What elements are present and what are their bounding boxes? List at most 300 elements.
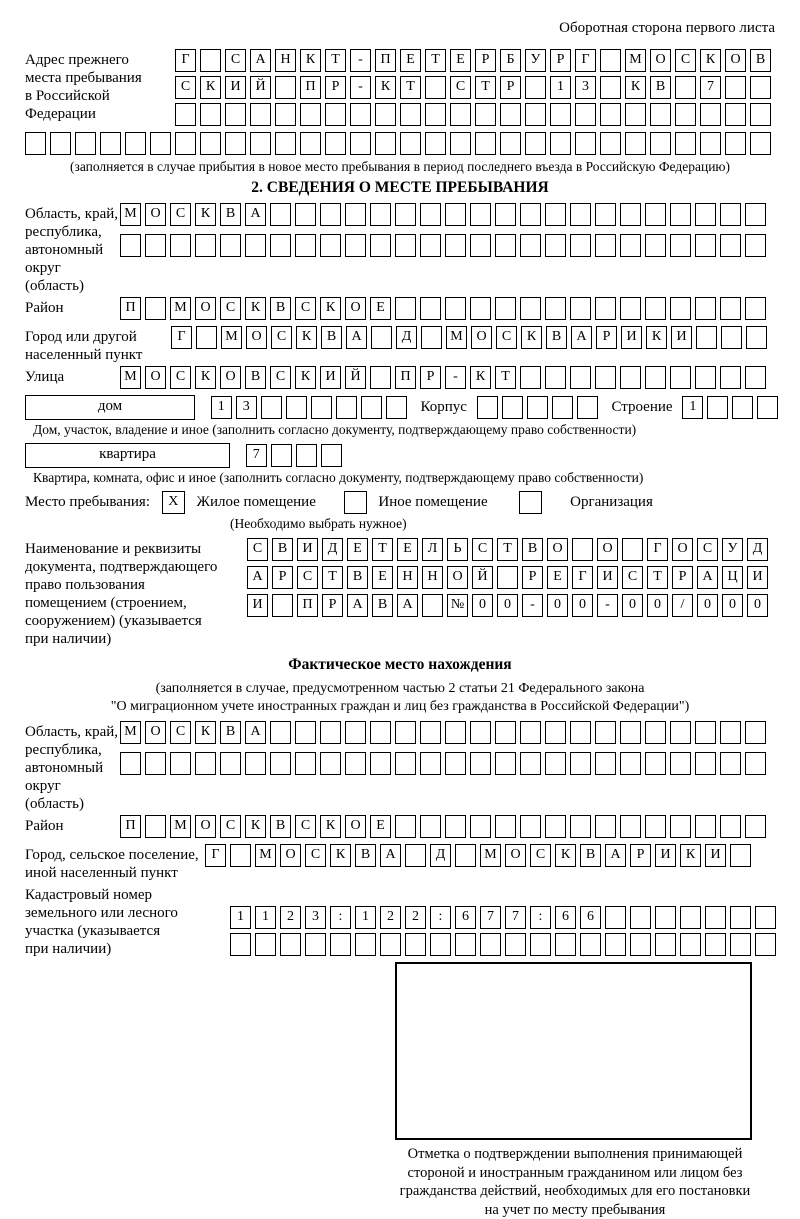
char-cell[interactable]: О bbox=[447, 566, 468, 589]
char-cell[interactable] bbox=[175, 103, 196, 126]
char-cell[interactable] bbox=[250, 103, 271, 126]
char-cell[interactable]: В bbox=[580, 844, 601, 867]
char-cell[interactable]: О bbox=[597, 538, 618, 561]
char-cell[interactable] bbox=[520, 234, 541, 257]
char-cell[interactable]: М bbox=[625, 49, 646, 72]
char-cell[interactable] bbox=[530, 933, 551, 956]
char-cell[interactable] bbox=[545, 234, 566, 257]
char-cell[interactable] bbox=[495, 203, 516, 226]
char-cell[interactable] bbox=[720, 721, 741, 744]
char-cell[interactable] bbox=[350, 103, 371, 126]
char-cell[interactable] bbox=[570, 297, 591, 320]
char-cell[interactable]: С bbox=[170, 721, 191, 744]
char-cell[interactable]: В bbox=[546, 326, 567, 349]
char-cell[interactable] bbox=[755, 906, 776, 929]
char-cell[interactable]: М bbox=[170, 815, 191, 838]
char-cell[interactable] bbox=[600, 49, 621, 72]
char-cell[interactable] bbox=[245, 752, 266, 775]
char-cell[interactable] bbox=[386, 396, 407, 419]
char-cell[interactable]: К bbox=[646, 326, 667, 349]
char-cell[interactable] bbox=[295, 234, 316, 257]
char-cell[interactable] bbox=[225, 132, 246, 155]
char-cell[interactable] bbox=[575, 132, 596, 155]
char-cell[interactable]: Г bbox=[575, 49, 596, 72]
char-cell[interactable] bbox=[580, 933, 601, 956]
char-cell[interactable]: 0 bbox=[697, 594, 718, 617]
char-cell[interactable] bbox=[280, 933, 301, 956]
char-cell[interactable] bbox=[345, 234, 366, 257]
char-cell[interactable] bbox=[745, 815, 766, 838]
char-cell[interactable] bbox=[670, 234, 691, 257]
char-cell[interactable]: Т bbox=[325, 49, 346, 72]
char-cell[interactable]: Д bbox=[747, 538, 768, 561]
char-cell[interactable] bbox=[475, 103, 496, 126]
char-cell[interactable] bbox=[605, 933, 626, 956]
char-cell[interactable]: 6 bbox=[580, 906, 601, 929]
char-cell[interactable] bbox=[750, 132, 771, 155]
char-cell[interactable]: К bbox=[330, 844, 351, 867]
char-cell[interactable]: - bbox=[445, 366, 466, 389]
char-cell[interactable] bbox=[645, 203, 666, 226]
char-cell[interactable]: К bbox=[295, 366, 316, 389]
char-cell[interactable] bbox=[670, 721, 691, 744]
char-cell[interactable] bbox=[552, 396, 573, 419]
char-cell[interactable] bbox=[755, 933, 776, 956]
char-cell[interactable]: П bbox=[375, 49, 396, 72]
char-cell[interactable] bbox=[595, 297, 616, 320]
char-cell[interactable] bbox=[395, 721, 416, 744]
char-cell[interactable]: Е bbox=[400, 49, 421, 72]
char-cell[interactable] bbox=[750, 103, 771, 126]
char-cell[interactable]: С bbox=[271, 326, 292, 349]
char-cell[interactable] bbox=[670, 815, 691, 838]
char-cell[interactable]: Е bbox=[370, 297, 391, 320]
char-cell[interactable] bbox=[670, 752, 691, 775]
char-cell[interactable] bbox=[695, 815, 716, 838]
char-cell[interactable]: 0 bbox=[472, 594, 493, 617]
char-cell[interactable] bbox=[570, 366, 591, 389]
char-cell[interactable] bbox=[170, 752, 191, 775]
char-cell[interactable]: В bbox=[272, 538, 293, 561]
char-cell[interactable]: 7 bbox=[480, 906, 501, 929]
char-cell[interactable] bbox=[622, 538, 643, 561]
char-cell[interactable] bbox=[545, 721, 566, 744]
char-cell[interactable]: С bbox=[622, 566, 643, 589]
char-cell[interactable] bbox=[707, 396, 728, 419]
char-cell[interactable] bbox=[620, 815, 641, 838]
char-cell[interactable] bbox=[395, 234, 416, 257]
char-cell[interactable] bbox=[700, 103, 721, 126]
char-cell[interactable] bbox=[311, 396, 332, 419]
char-cell[interactable] bbox=[395, 815, 416, 838]
char-cell[interactable] bbox=[150, 132, 171, 155]
char-cell[interactable] bbox=[595, 203, 616, 226]
char-cell[interactable]: А bbox=[571, 326, 592, 349]
char-cell[interactable]: С bbox=[220, 815, 241, 838]
char-cell[interactable] bbox=[445, 297, 466, 320]
char-cell[interactable]: Р bbox=[475, 49, 496, 72]
char-cell[interactable] bbox=[225, 103, 246, 126]
char-cell[interactable] bbox=[645, 752, 666, 775]
char-cell[interactable] bbox=[100, 132, 121, 155]
char-cell[interactable]: С bbox=[675, 49, 696, 72]
char-cell[interactable]: В bbox=[347, 566, 368, 589]
char-cell[interactable]: Т bbox=[495, 366, 516, 389]
char-cell[interactable]: И bbox=[225, 76, 246, 99]
char-cell[interactable] bbox=[370, 721, 391, 744]
char-cell[interactable] bbox=[705, 933, 726, 956]
char-cell[interactable] bbox=[220, 752, 241, 775]
char-cell[interactable]: А bbox=[347, 594, 368, 617]
char-cell[interactable]: 1 bbox=[230, 906, 251, 929]
char-cell[interactable] bbox=[175, 132, 196, 155]
char-cell[interactable] bbox=[720, 234, 741, 257]
char-cell[interactable] bbox=[650, 132, 671, 155]
char-cell[interactable] bbox=[296, 444, 317, 467]
char-cell[interactable]: Г bbox=[205, 844, 226, 867]
char-cell[interactable]: К bbox=[521, 326, 542, 349]
char-cell[interactable]: Ц bbox=[722, 566, 743, 589]
char-cell[interactable] bbox=[545, 203, 566, 226]
char-cell[interactable] bbox=[600, 103, 621, 126]
char-cell[interactable] bbox=[445, 752, 466, 775]
char-cell[interactable] bbox=[695, 234, 716, 257]
char-cell[interactable] bbox=[270, 203, 291, 226]
char-cell[interactable]: 1 bbox=[355, 906, 376, 929]
char-cell[interactable] bbox=[620, 297, 641, 320]
char-cell[interactable] bbox=[220, 234, 241, 257]
char-cell[interactable] bbox=[500, 132, 521, 155]
char-cell[interactable] bbox=[395, 203, 416, 226]
char-cell[interactable]: П bbox=[120, 815, 141, 838]
char-cell[interactable] bbox=[645, 815, 666, 838]
char-cell[interactable] bbox=[375, 103, 396, 126]
char-cell[interactable] bbox=[120, 752, 141, 775]
char-cell[interactable] bbox=[325, 132, 346, 155]
char-cell[interactable]: Й bbox=[250, 76, 271, 99]
char-cell[interactable] bbox=[320, 234, 341, 257]
char-cell[interactable]: В bbox=[220, 203, 241, 226]
char-cell[interactable] bbox=[245, 234, 266, 257]
char-cell[interactable] bbox=[595, 721, 616, 744]
char-cell[interactable]: / bbox=[672, 594, 693, 617]
char-cell[interactable] bbox=[545, 752, 566, 775]
char-cell[interactable] bbox=[170, 234, 191, 257]
char-cell[interactable]: В bbox=[522, 538, 543, 561]
char-cell[interactable]: С bbox=[295, 297, 316, 320]
char-cell[interactable] bbox=[757, 396, 778, 419]
char-cell[interactable]: М bbox=[120, 721, 141, 744]
char-cell[interactable]: К bbox=[195, 721, 216, 744]
char-cell[interactable] bbox=[570, 203, 591, 226]
char-cell[interactable] bbox=[505, 933, 526, 956]
char-cell[interactable] bbox=[321, 444, 342, 467]
char-cell[interactable] bbox=[275, 103, 296, 126]
char-cell[interactable] bbox=[620, 752, 641, 775]
char-cell[interactable] bbox=[720, 752, 741, 775]
char-cell[interactable] bbox=[145, 234, 166, 257]
char-cell[interactable] bbox=[570, 721, 591, 744]
char-cell[interactable]: 3 bbox=[305, 906, 326, 929]
char-cell[interactable] bbox=[595, 815, 616, 838]
char-cell[interactable]: Н bbox=[397, 566, 418, 589]
char-cell[interactable] bbox=[470, 234, 491, 257]
char-cell[interactable]: О bbox=[345, 815, 366, 838]
char-cell[interactable]: К bbox=[625, 76, 646, 99]
char-cell[interactable]: С bbox=[170, 203, 191, 226]
char-cell[interactable]: К bbox=[245, 815, 266, 838]
char-cell[interactable] bbox=[500, 103, 521, 126]
char-cell[interactable]: К bbox=[195, 366, 216, 389]
char-cell[interactable] bbox=[730, 906, 751, 929]
char-cell[interactable]: И bbox=[320, 366, 341, 389]
char-cell[interactable] bbox=[270, 721, 291, 744]
char-cell[interactable]: В bbox=[270, 297, 291, 320]
char-cell[interactable] bbox=[195, 234, 216, 257]
char-cell[interactable] bbox=[520, 203, 541, 226]
char-cell[interactable]: Д bbox=[322, 538, 343, 561]
char-cell[interactable] bbox=[527, 396, 548, 419]
char-cell[interactable]: О bbox=[650, 49, 671, 72]
char-cell[interactable] bbox=[272, 594, 293, 617]
char-cell[interactable]: О bbox=[672, 538, 693, 561]
char-cell[interactable]: О bbox=[220, 366, 241, 389]
char-cell[interactable]: С bbox=[450, 76, 471, 99]
char-cell[interactable] bbox=[675, 103, 696, 126]
char-cell[interactable] bbox=[477, 396, 498, 419]
char-cell[interactable]: 7 bbox=[246, 444, 267, 467]
char-cell[interactable]: А bbox=[697, 566, 718, 589]
char-cell[interactable]: Б bbox=[500, 49, 521, 72]
char-cell[interactable] bbox=[470, 297, 491, 320]
char-cell[interactable] bbox=[525, 132, 546, 155]
char-cell[interactable]: И bbox=[247, 594, 268, 617]
char-cell[interactable] bbox=[425, 103, 446, 126]
char-cell[interactable] bbox=[575, 103, 596, 126]
char-cell[interactable] bbox=[720, 815, 741, 838]
char-cell[interactable] bbox=[545, 297, 566, 320]
char-cell[interactable] bbox=[120, 234, 141, 257]
char-cell[interactable]: О bbox=[725, 49, 746, 72]
char-cell[interactable]: : bbox=[530, 906, 551, 929]
char-cell[interactable] bbox=[200, 103, 221, 126]
char-cell[interactable] bbox=[695, 366, 716, 389]
char-cell[interactable] bbox=[732, 396, 753, 419]
char-cell[interactable] bbox=[420, 752, 441, 775]
char-cell[interactable] bbox=[255, 933, 276, 956]
char-cell[interactable] bbox=[445, 234, 466, 257]
char-cell[interactable]: И bbox=[671, 326, 692, 349]
char-cell[interactable]: С bbox=[697, 538, 718, 561]
char-cell[interactable] bbox=[295, 721, 316, 744]
char-cell[interactable]: В bbox=[650, 76, 671, 99]
char-cell[interactable] bbox=[645, 721, 666, 744]
char-cell[interactable]: 0 bbox=[747, 594, 768, 617]
char-cell[interactable] bbox=[422, 594, 443, 617]
char-cell[interactable]: К bbox=[700, 49, 721, 72]
char-cell[interactable] bbox=[421, 326, 442, 349]
char-cell[interactable]: И bbox=[597, 566, 618, 589]
char-cell[interactable]: - bbox=[522, 594, 543, 617]
char-cell[interactable] bbox=[305, 933, 326, 956]
char-cell[interactable] bbox=[670, 297, 691, 320]
char-cell[interactable]: Д bbox=[430, 844, 451, 867]
char-cell[interactable]: И bbox=[297, 538, 318, 561]
char-cell[interactable] bbox=[200, 132, 221, 155]
char-cell[interactable]: И bbox=[621, 326, 642, 349]
char-cell[interactable] bbox=[725, 76, 746, 99]
char-cell[interactable]: С bbox=[305, 844, 326, 867]
char-cell[interactable]: В bbox=[355, 844, 376, 867]
char-cell[interactable]: Р bbox=[630, 844, 651, 867]
char-cell[interactable]: О bbox=[246, 326, 267, 349]
char-cell[interactable]: А bbox=[397, 594, 418, 617]
char-cell[interactable]: А bbox=[247, 566, 268, 589]
char-cell[interactable] bbox=[25, 132, 46, 155]
inoe-checkbox[interactable] bbox=[344, 491, 367, 514]
char-cell[interactable] bbox=[370, 366, 391, 389]
char-cell[interactable] bbox=[420, 297, 441, 320]
char-cell[interactable] bbox=[497, 566, 518, 589]
char-cell[interactable]: А bbox=[605, 844, 626, 867]
char-cell[interactable]: О bbox=[145, 366, 166, 389]
char-cell[interactable]: А bbox=[346, 326, 367, 349]
char-cell[interactable] bbox=[605, 906, 626, 929]
dom-type-box[interactable]: дом bbox=[25, 395, 195, 420]
char-cell[interactable] bbox=[502, 396, 523, 419]
char-cell[interactable]: О bbox=[145, 721, 166, 744]
char-cell[interactable]: Й bbox=[472, 566, 493, 589]
char-cell[interactable] bbox=[570, 234, 591, 257]
char-cell[interactable]: Е bbox=[347, 538, 368, 561]
char-cell[interactable]: В bbox=[220, 721, 241, 744]
char-cell[interactable]: К bbox=[195, 203, 216, 226]
char-cell[interactable] bbox=[361, 396, 382, 419]
char-cell[interactable] bbox=[655, 906, 676, 929]
char-cell[interactable] bbox=[645, 366, 666, 389]
char-cell[interactable]: С bbox=[247, 538, 268, 561]
char-cell[interactable] bbox=[595, 234, 616, 257]
char-cell[interactable] bbox=[420, 203, 441, 226]
char-cell[interactable] bbox=[145, 752, 166, 775]
char-cell[interactable]: 6 bbox=[555, 906, 576, 929]
char-cell[interactable] bbox=[695, 203, 716, 226]
char-cell[interactable] bbox=[405, 844, 426, 867]
char-cell[interactable] bbox=[145, 815, 166, 838]
char-cell[interactable] bbox=[620, 203, 641, 226]
char-cell[interactable] bbox=[345, 752, 366, 775]
char-cell[interactable] bbox=[570, 815, 591, 838]
char-cell[interactable]: Н bbox=[422, 566, 443, 589]
char-cell[interactable]: 2 bbox=[380, 906, 401, 929]
char-cell[interactable] bbox=[445, 203, 466, 226]
char-cell[interactable]: Т bbox=[497, 538, 518, 561]
char-cell[interactable] bbox=[395, 297, 416, 320]
char-cell[interactable]: К bbox=[375, 76, 396, 99]
char-cell[interactable]: С bbox=[472, 538, 493, 561]
char-cell[interactable]: 6 bbox=[455, 906, 476, 929]
char-cell[interactable] bbox=[750, 76, 771, 99]
char-cell[interactable]: 0 bbox=[547, 594, 568, 617]
char-cell[interactable]: М bbox=[480, 844, 501, 867]
char-cell[interactable] bbox=[675, 132, 696, 155]
char-cell[interactable] bbox=[455, 933, 476, 956]
char-cell[interactable] bbox=[380, 933, 401, 956]
char-cell[interactable] bbox=[745, 234, 766, 257]
char-cell[interactable] bbox=[350, 132, 371, 155]
char-cell[interactable] bbox=[745, 366, 766, 389]
char-cell[interactable] bbox=[270, 752, 291, 775]
char-cell[interactable]: Р bbox=[672, 566, 693, 589]
char-cell[interactable]: И bbox=[655, 844, 676, 867]
char-cell[interactable] bbox=[645, 297, 666, 320]
char-cell[interactable] bbox=[50, 132, 71, 155]
char-cell[interactable] bbox=[695, 721, 716, 744]
char-cell[interactable] bbox=[745, 721, 766, 744]
char-cell[interactable]: С bbox=[270, 366, 291, 389]
char-cell[interactable] bbox=[655, 933, 676, 956]
char-cell[interactable] bbox=[425, 132, 446, 155]
char-cell[interactable]: 7 bbox=[505, 906, 526, 929]
char-cell[interactable] bbox=[705, 906, 726, 929]
char-cell[interactable] bbox=[300, 103, 321, 126]
char-cell[interactable]: У bbox=[525, 49, 546, 72]
char-cell[interactable] bbox=[345, 203, 366, 226]
char-cell[interactable]: Р bbox=[550, 49, 571, 72]
char-cell[interactable]: К bbox=[320, 815, 341, 838]
char-cell[interactable]: К bbox=[555, 844, 576, 867]
char-cell[interactable] bbox=[325, 103, 346, 126]
char-cell[interactable]: Е bbox=[397, 538, 418, 561]
char-cell[interactable] bbox=[625, 132, 646, 155]
char-cell[interactable] bbox=[675, 76, 696, 99]
char-cell[interactable]: О bbox=[195, 815, 216, 838]
char-cell[interactable]: Е bbox=[370, 815, 391, 838]
char-cell[interactable]: П bbox=[297, 594, 318, 617]
char-cell[interactable] bbox=[445, 815, 466, 838]
char-cell[interactable] bbox=[200, 49, 221, 72]
char-cell[interactable]: А bbox=[245, 203, 266, 226]
char-cell[interactable] bbox=[550, 103, 571, 126]
char-cell[interactable] bbox=[645, 234, 666, 257]
char-cell[interactable] bbox=[545, 815, 566, 838]
char-cell[interactable]: 0 bbox=[622, 594, 643, 617]
char-cell[interactable] bbox=[695, 297, 716, 320]
char-cell[interactable] bbox=[600, 76, 621, 99]
char-cell[interactable] bbox=[630, 906, 651, 929]
char-cell[interactable] bbox=[145, 297, 166, 320]
char-cell[interactable] bbox=[600, 132, 621, 155]
char-cell[interactable]: 1 bbox=[550, 76, 571, 99]
char-cell[interactable]: Р bbox=[596, 326, 617, 349]
char-cell[interactable]: О bbox=[145, 203, 166, 226]
zhiloe-checkbox[interactable]: X bbox=[162, 491, 185, 514]
char-cell[interactable] bbox=[420, 234, 441, 257]
char-cell[interactable] bbox=[271, 444, 292, 467]
char-cell[interactable]: Е bbox=[450, 49, 471, 72]
char-cell[interactable]: 0 bbox=[722, 594, 743, 617]
char-cell[interactable]: Т bbox=[372, 538, 393, 561]
char-cell[interactable] bbox=[270, 234, 291, 257]
char-cell[interactable] bbox=[570, 752, 591, 775]
char-cell[interactable] bbox=[370, 234, 391, 257]
char-cell[interactable] bbox=[230, 933, 251, 956]
char-cell[interactable]: К bbox=[245, 297, 266, 320]
char-cell[interactable] bbox=[420, 721, 441, 744]
char-cell[interactable]: Д bbox=[396, 326, 417, 349]
char-cell[interactable] bbox=[230, 844, 251, 867]
char-cell[interactable]: К bbox=[320, 297, 341, 320]
